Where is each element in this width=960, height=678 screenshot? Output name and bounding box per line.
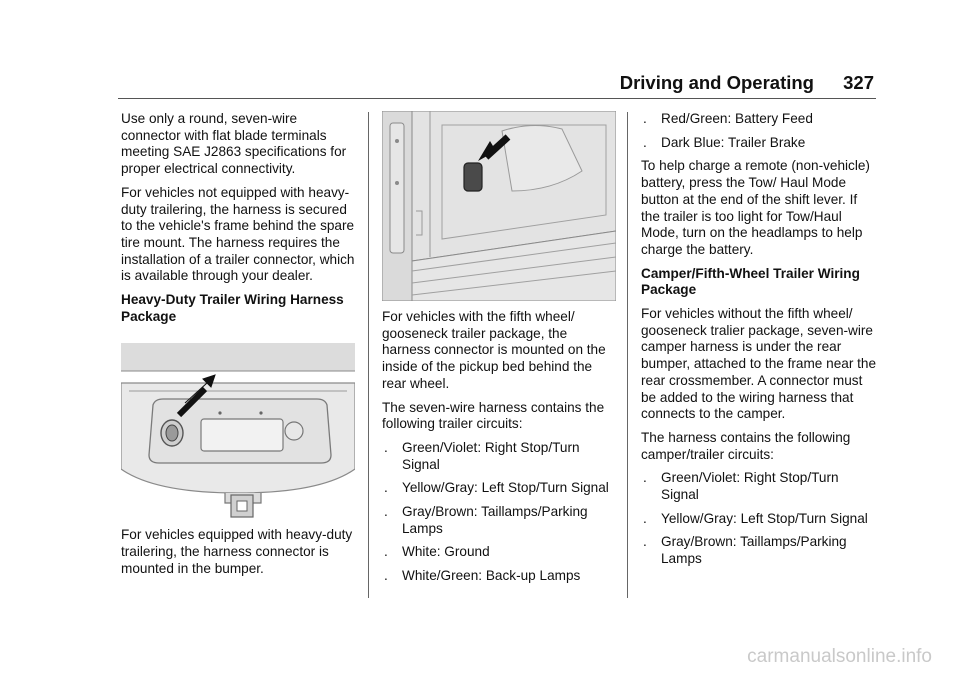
column-divider-2 <box>627 112 628 598</box>
page-number: 327 <box>843 72 874 93</box>
list-item: . Gray/Brown: Taillamps/Parking Lamps <box>384 504 588 536</box>
column-2 <box>382 111 618 592</box>
list-item: . White/Green: Back-up Lamps <box>384 568 581 584</box>
list-item: . Dark Blue: Trailer Brake <box>643 134 806 150</box>
paragraph-connector-spec: Use only a round, seven-wire connector with flat blade terminals meeting SAE J2863 specifications for proper electrical connectivity. <box>121 111 347 177</box>
heading-camper-harness: Camper/Fifth-Wheel Trailer Wiring Package <box>641 265 860 298</box>
paragraph-fifth-wheel-location: For vehicles with the fifth wheel/ gooseneck trailer package, the harness connector is mounted on the inside of the pickup bed behind the rear wheel. <box>382 309 606 391</box>
list-item: . Green/Violet: Right Stop/Turn Signal <box>384 439 580 472</box>
list-item: . Green/Violet: Right Stop/Turn Signal <box>643 470 839 503</box>
column-3 <box>641 111 877 575</box>
paragraph-no-heavy-duty: For vehicles not equipped with heavy-duty trailering, the harness is secured to the vehicle's frame behind the spare tire mount. The harness requires the installation of a trailer connector, which is available through your dealer. <box>121 184 355 284</box>
header-rule <box>118 98 876 99</box>
paragraph-battery-charge: To help charge a remote (non-vehicle) battery, press the Tow/ Haul Mode button at the end of the shift lever. If the trailer is too light for Tow/Haul Mode, turn on the headlamps to help charge the battery. <box>641 158 870 257</box>
paragraph-camper-location: For vehicles without the fifth wheel/ gooseneck tralier package, seven-wire camper harness is under the rear bumper, attached to the frame near the rear crossmember. A connector must be added to the wiring harness that connects to the camper. <box>641 306 877 422</box>
page-header-section: Driving and Operating <box>619 72 814 93</box>
heading-heavy-duty-harness: Heavy-Duty Trailer Wiring Harness Package <box>121 292 344 324</box>
pickup-bed-connector-illustration <box>382 111 616 301</box>
column-divider-1 <box>368 112 369 598</box>
list-item: . Gray/Brown: Taillamps/Parking Lamps <box>643 534 847 567</box>
watermark: carmanualsonline.info <box>747 646 932 667</box>
bumper-connector-illustration <box>121 343 355 519</box>
list-item: . Yellow/Gray: Left Stop/Turn Signal <box>384 480 609 496</box>
list-item: . White: Ground <box>384 544 490 560</box>
list-item: . Yellow/Gray: Left Stop/Turn Signal <box>643 510 868 526</box>
column-1 <box>121 111 357 585</box>
paragraph-circuits-intro: The seven-wire harness contains the following trailer circuits: <box>382 399 605 432</box>
paragraph-camper-circuits-intro: The harness contains the following camper/trailer circuits: <box>641 429 851 462</box>
list-item: . Red/Green: Battery Feed <box>643 111 813 126</box>
paragraph-heavy-duty-location: For vehicles equipped with heavy-duty trailering, the harness connector is mounted in the bumper. <box>121 527 353 576</box>
